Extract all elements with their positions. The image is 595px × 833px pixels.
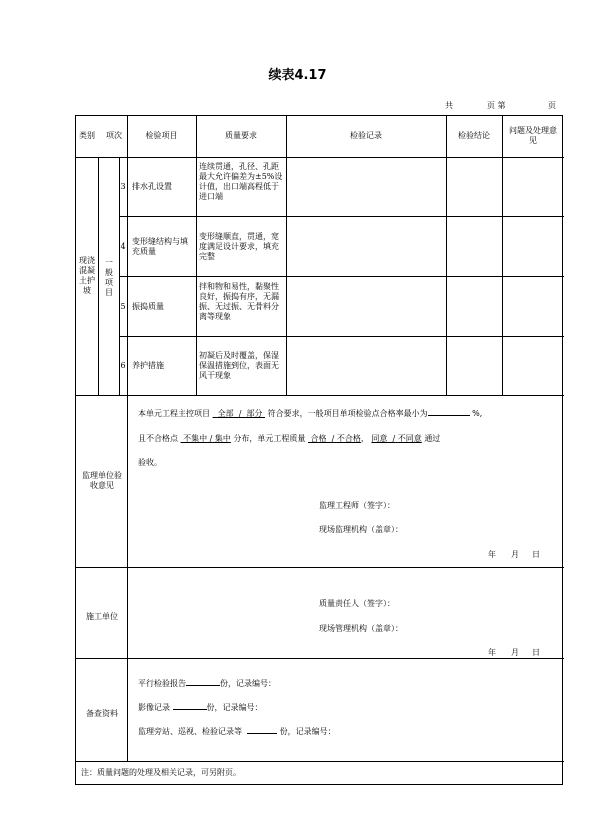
header-category: 类别 [79,131,95,140]
group-label: 一般项目 [105,258,113,297]
supervision-line-2: 且不合格点 不集中 / 集中 分布，单元工程质量 合格 / 不合格， 同意 / 不同意 通过 [138,434,441,443]
row-no: 3 [120,182,126,191]
supervision-line-1: 本单元工程主控项目 全部 / 部分 符合要求，一般项目单项检验点合格率最小为 %, [138,409,483,418]
construction-office-seal: 现场管理机构（盖章）： [319,624,403,633]
page-title: 续表4.17 [268,68,327,83]
row-req: 初凝后及时覆盖，保湿保温措施到位，表面无风干现象 [199,351,279,380]
supervision-label: 监理单位验收意见 [82,471,122,490]
supervision-day: 日 [532,550,540,559]
header-inspect-conclusion: 检验结论 [458,131,490,140]
row-no: 5 [120,302,126,311]
row-item: 养护措施 [132,361,164,370]
supervision-office-seal: 现场监理机构（盖章）： [319,525,403,534]
page-current-label: 页 第 [487,101,506,110]
engineer-signature: 监理工程师（签字）： [319,501,395,510]
supervision-month: 月 [511,550,519,559]
construction-day: 日 [532,648,540,657]
row-item: 变形缝结构与填充质量 [132,237,188,256]
header-issue-handling: 问题及处理意见 [509,126,557,145]
header-quality-req: 质量要求 [225,131,257,140]
row-item: 振捣质量 [132,302,164,311]
construction-label: 施工单位 [86,612,118,621]
page-unit-label: 页 [548,101,556,110]
row-no: 4 [120,242,126,251]
header-inspect-record: 检验记录 [350,131,382,140]
backup-line-2: 影像记录 份，记录编号： [138,703,263,712]
construction-year: 年 [488,648,496,657]
responsible-signature: 质量责任人（签字）： [319,599,395,608]
footer-note: 注：质量问题的处理及相关记录，可另附页。 [81,768,241,777]
inspection-form [75,115,563,785]
row-req: 连续贯通，孔径、孔距最大允许偏差为±5%设计值，出口端高程低于进口端 [199,162,283,201]
supervision-line-3: 验收。 [138,458,162,467]
backup-line-3: 监理旁站、巡视、检验记录等 份，记录编号： [138,727,336,736]
row-item: 排水孔设置 [132,182,172,191]
row-no: 6 [120,361,126,370]
supervision-year: 年 [488,550,496,559]
backup-label: 备查资料 [86,709,118,718]
construction-month: 月 [511,648,519,657]
header-item-no: 项次 [106,131,122,140]
header-inspect-item: 检验项目 [145,131,178,140]
backup-line-1: 平行检验报告 份，记录编号： [138,679,276,688]
row-req: 变形缝顺直，贯通，宽度满足设计要求，填充完整 [199,232,279,261]
row-req: 拌和物和易性，黏聚性良好，振捣有序，无漏振、无过振、无骨料分离等现象 [199,282,279,321]
category-label: 现浇混凝土护坡 [79,256,95,295]
page-total-label: 共 [445,101,453,110]
